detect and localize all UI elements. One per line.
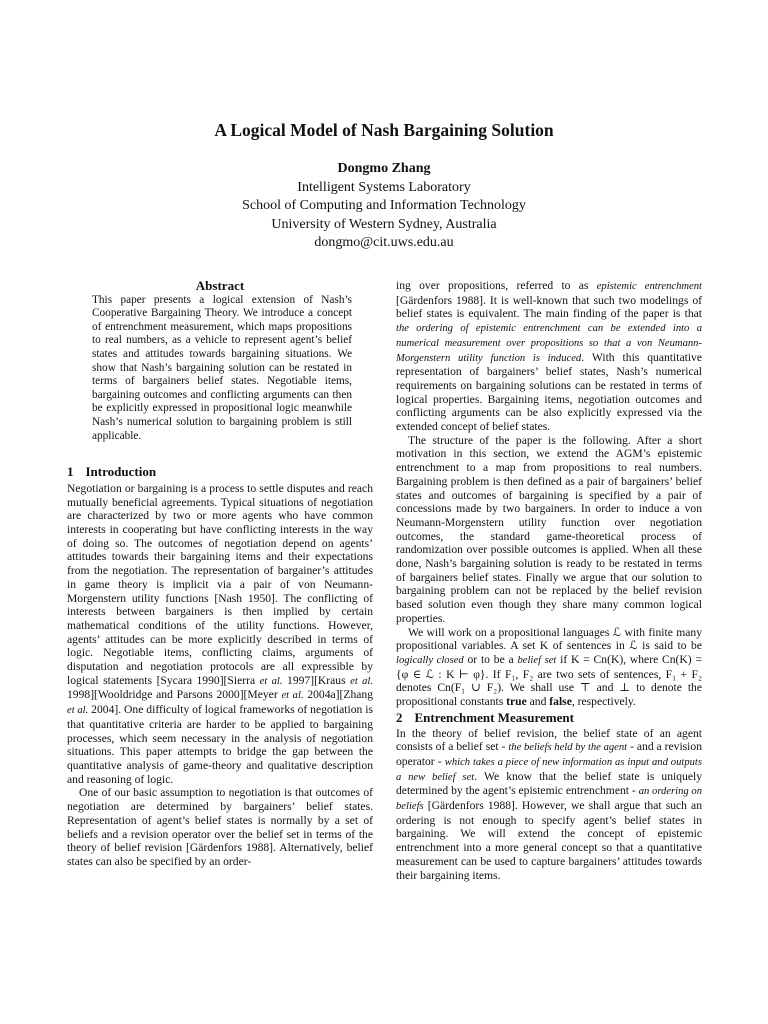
section-2-title: Entrenchment Measurement: [414, 709, 574, 725]
left-column: [67, 279, 373, 869]
abstract-text: This paper presents a logical extension of Nash’s Cooperative Bargaining Theory. We introduce a concept of entrenchment measurement, which maps propositions to real numbers, as a vehicle to represent agent’s belief states and attitudes towards bargaining situations. We show that Nash’s bargaining solution can be restated in terms of bargainers belief states. Negotiable items, bargaining outcomes and conflicting arguments can then be explicitly expressed in propositional logic meanwhile Nash’s numerical solution to bargaining problem is still applicable.: [92, 293, 352, 442]
intro-paragraph-4: The structure of the paper is the following. After a short motivation in this section, we extend the AGM’s epistemic entrenchment to a map from propositions to real numbers. Bargaining problem is then defined as a pair of bargainers’ belief states and outcomes of bargaining is specified by a pair of concessions made by two bargainers. In order to induce a von Neumann-Morgenstern utility function over negotiation outcomes, the standard game-theoretical process of randomization over possible outcomes is applied. When all these done, Nash’s bargaining solution is ready to be restated in terms of bargainers belief states. Finally we argue that our solution to bargaining problem can not be replaced by the belief revision based solution even though they share many common logical properties.: [396, 433, 702, 625]
author-name: Dongmo Zhang: [337, 161, 431, 176]
affiliation-university: University of Western Sydney, Australia: [271, 216, 497, 232]
section-1-title: Introduction: [85, 464, 157, 480]
intro-paragraph-3: ing over propositions, referred to as epistemic entrenchment [Gärdenfors 1988]. It is well-known that such two modelings of belief states is equivalent. The main finding of the paper is that the ordering of epistemic entrenchment can be extended into a numerical measurement over propositions so that a von Neumann-Morgenstern utility function is induced. With this quantitative representation of bargainers’ belief states, Nash’s numerical requirements on bargaining solutions can be restated in terms of logical properties. Bargaining items, negotiation outcomes and conflicting arguments can be also explicitly expressed via the extended concept of belief states.: [396, 279, 703, 434]
affiliation-school: School of Computing and Information Technology: [242, 198, 526, 213]
abstract-heading: Abstract: [195, 278, 245, 293]
affiliation-lab: Intelligent Systems Laboratory: [297, 179, 471, 195]
author-block: [0, 160, 768, 253]
intro-paragraph-2: One of our basic assumption to negotiation is that outcomes of negotiation are determined by bargainers’ belief states. Representation of agent’s belief states is normally by a set of beliefs and a revision operator over the belief set in terms of the theory of belief revision [Gärdenfors 1988]. Alternatively, belief states can also be specified by an order-: [67, 786, 373, 868]
section-2-number: 2: [396, 709, 403, 725]
intro-paragraph-1: Negotiation or bargaining is a process to settle disputes and reach mutually beneficial agreements. Typical situations of negotiation are characterized by two or more agents who have common interests in cooperating but have conflicting interests in the way of doing so. The outcomes of negotiation depend on agents’ attitudes towards their bargaining items and their expectations from the negotiation. The representation of bargainer’s attitudes in game theory is implicit via a pair of von Neumann-Morgenstern utility functions [Nash 1950]. The conflicting of interests between bargainers is then implied by certain mathematical conditions of the utility functions. However, agents’ attitudes can be more explicitly described in terms of logic. Negotiable items, conflicting claims, arguments of disputation and negotiation protocols are all expressible by logical statements [Sycara 1990][Sierra et al. 1997][Kraus et al. 1998][Wooldridge and Parsons 2000][Meyer et al. 2004a][Zhang et al. 2004]. One difficulty of logical frameworks of negotiation is that quantitative criteria are harder to be applied to bargaining processes, which seem necessary in the analysis of negotiation situations. This paper attempts to bridge the gap between the quantitative analysis of game-theory and qualitative description and reasoning of logic.: [67, 481, 374, 786]
section-1-heading: [67, 465, 373, 479]
section-2-paragraph-1: In the theory of belief revision, the belief state of an agent consists of a belief set - the beliefs held by the agent - and a revision operator - which takes a piece of new information as input and outputs a new belief set. We know that the belief state is uniquely determined by the agent’s epistemic entrenchment - an ordering on beliefs [Gärdenfors 1988]. However, we shall argue that such an ordering is not enough to specify agent’s belief states in bargaining. We will extend the concept of epistemic entrenchment into a more general concept so that a quantitative measurement can be used to capture bargainers’ attitudes towards their bargaining items.: [396, 726, 703, 882]
right-column: [396, 279, 702, 882]
author-email: dongmo@cit.uws.edu.au: [314, 235, 454, 250]
paper-title: A Logical Model of Nash Bargaining Solution: [214, 120, 554, 140]
intro-paragraph-5: We will work on a propositional languages ℒ with finite many propositional variables. A set K of sentences in ℒ is said to be logically closed or to be a belief set if K = Cn(K), where Cn(K) = {φ ∈ ℒ : K ⊢ φ}. If F₁, F₂ are two sets of sentences, F₁ + F₂ denotes Cn(F₁ ∪ F₂). We shall use ⊤ and ⊥ to denote the propositional constants true and false, respectively.: [396, 625, 702, 709]
section-1-number: 1: [67, 464, 74, 480]
section-2-heading: [396, 711, 702, 725]
